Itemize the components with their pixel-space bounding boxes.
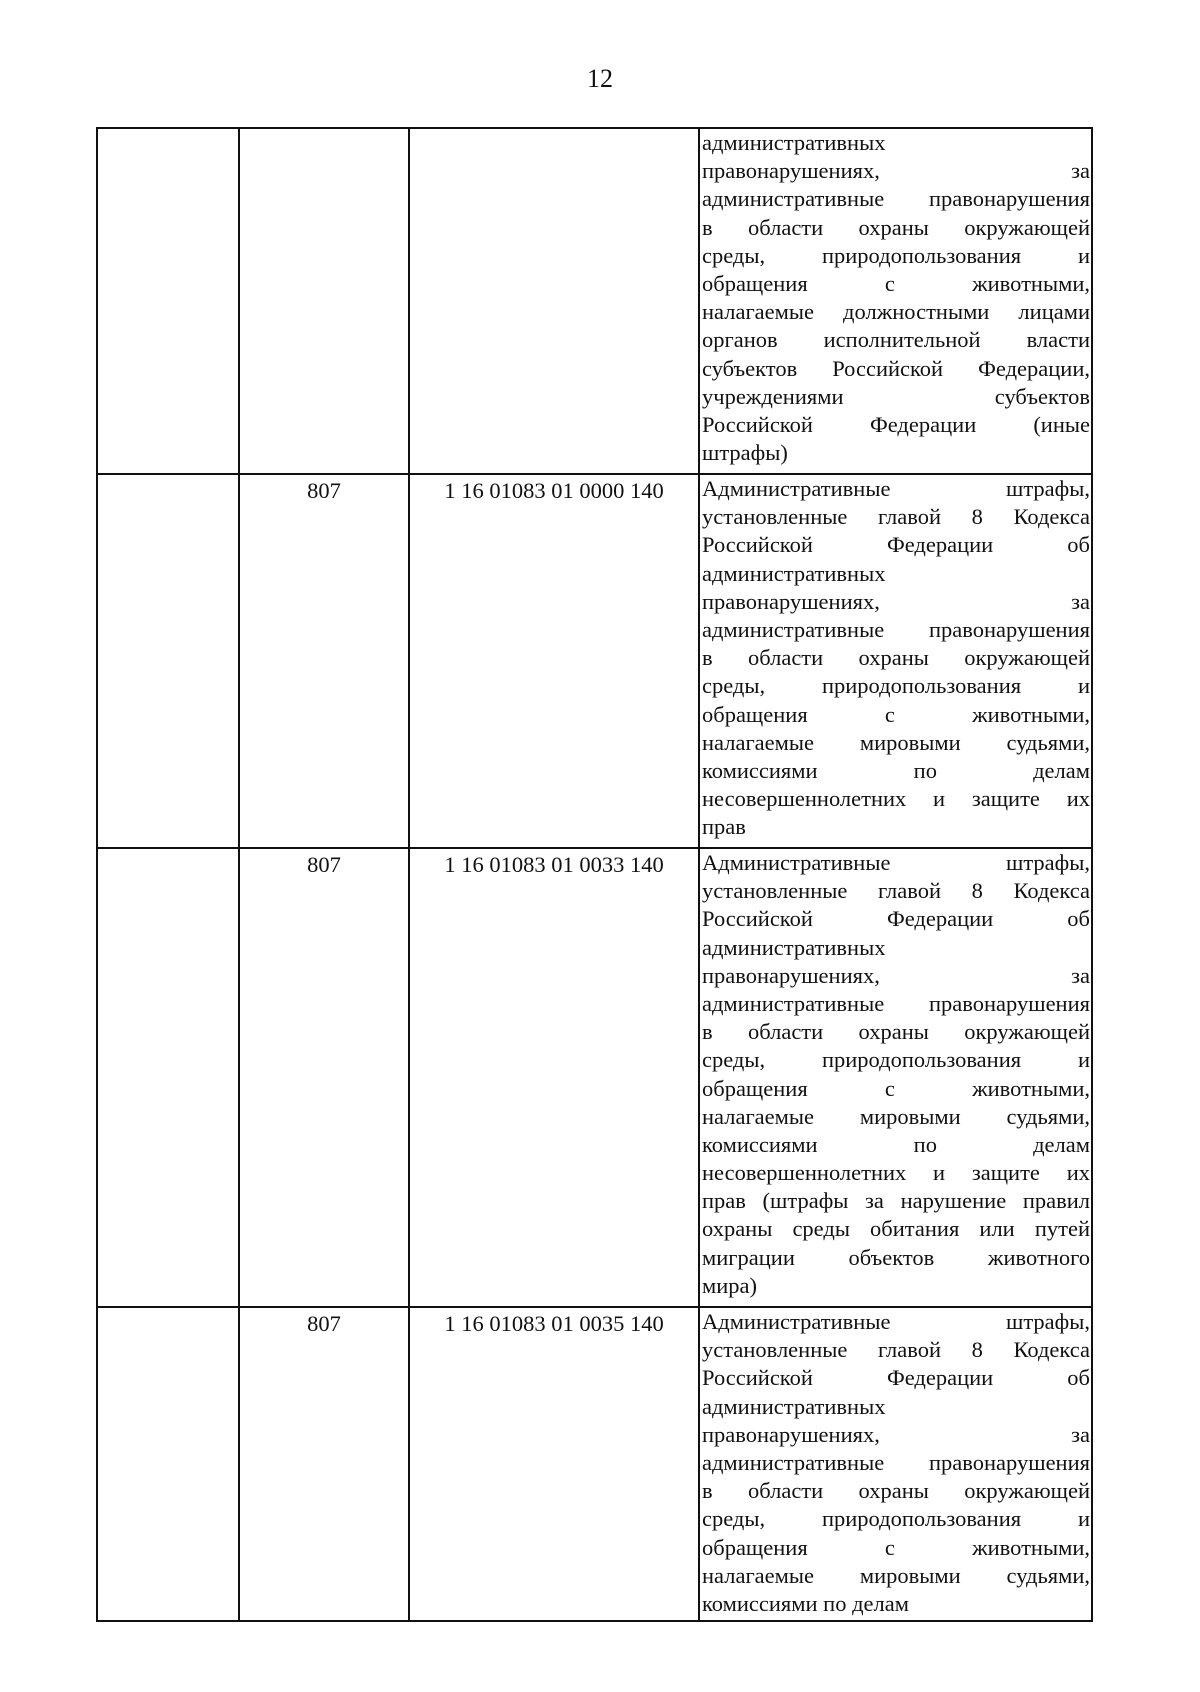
description-line: административные правонарушения xyxy=(702,1449,1090,1475)
administrator-code-cell xyxy=(239,128,409,474)
description-line: административных xyxy=(702,130,886,155)
description-line: обращения с животными, xyxy=(702,270,1090,296)
description-line: правонарушениях, за xyxy=(702,962,1090,988)
description-line: Российской Федерации (иные xyxy=(702,411,1090,437)
revenue-description-cell xyxy=(699,474,1092,848)
description-line: правонарушениях, за xyxy=(702,158,1090,184)
description-line: административные правонарушения xyxy=(702,616,1090,642)
description-line: комиссиями по делам xyxy=(702,757,1090,783)
description-line: установленные главой 8 Кодекса xyxy=(702,878,1090,904)
description-line: среды, природопользования и xyxy=(702,242,1090,268)
description-line: среды, природопользования и xyxy=(702,673,1090,699)
description-line: в области охраны окружающей xyxy=(702,214,1090,240)
page-number: 12 xyxy=(587,64,613,93)
description-line: учреждениями субъектов xyxy=(702,383,1090,409)
budget-codes-table xyxy=(96,127,1093,1622)
empty-cell xyxy=(97,1307,239,1621)
description-line: Административные штрафы, xyxy=(702,1309,1090,1334)
description-line: правонарушениях, за xyxy=(702,588,1090,614)
description-line: Российской Федерации об xyxy=(702,532,1090,558)
table-row xyxy=(97,1307,1092,1621)
empty-cell xyxy=(97,848,239,1307)
description-line: в области охраны окружающей xyxy=(702,1019,1090,1045)
administrator-code-cell: 807 xyxy=(239,848,409,1307)
budget-classification-code-cell xyxy=(409,128,699,474)
description-line: прав (штрафы за нарушение правил xyxy=(702,1188,1090,1214)
description-line: прав xyxy=(702,814,746,840)
description-line: среды, природопользования и xyxy=(702,1506,1090,1532)
description-line: комиссиями по делам xyxy=(702,1590,909,1616)
description-line: мира) xyxy=(702,1272,758,1298)
description-line: комиссиями по делам xyxy=(702,1131,1090,1157)
description-line: несовершеннолетних и защите их xyxy=(702,1160,1090,1186)
administrator-code-cell: 807 xyxy=(239,1307,409,1621)
revenue-description-cell xyxy=(699,128,1092,474)
table-body xyxy=(97,128,1092,1621)
empty-cell xyxy=(97,128,239,474)
description-line: налагаемые мировыми судьями, xyxy=(702,1562,1090,1588)
budget-classification-code-cell: 1 16 01083 01 0000 140 xyxy=(409,474,699,848)
description-line: административных xyxy=(702,934,886,960)
budget-classification-code-cell: 1 16 01083 01 0035 140 xyxy=(409,1307,699,1621)
description-line: установленные главой 8 Кодекса xyxy=(702,504,1090,530)
description-line: Административные штрафы, xyxy=(702,850,1090,875)
description-line: Российской Федерации об xyxy=(702,1365,1090,1391)
budget-classification-code-cell: 1 16 01083 01 0033 140 xyxy=(409,848,699,1307)
table-row xyxy=(97,128,1092,474)
description-line: обращения с животными, xyxy=(702,1075,1090,1101)
revenue-description-cell xyxy=(699,848,1092,1307)
empty-cell xyxy=(97,474,239,848)
administrator-code-cell: 807 xyxy=(239,474,409,848)
description-line: административных xyxy=(702,560,886,586)
description-line: штрафы) xyxy=(702,440,788,466)
description-line: среды, природопользования и xyxy=(702,1047,1090,1073)
description-line: несовершеннолетних и защите их xyxy=(702,786,1090,812)
description-line: субъектов Российской Федерации, xyxy=(702,355,1090,381)
revenue-description-cell xyxy=(699,1307,1092,1621)
description-line: обращения с животными, xyxy=(702,701,1090,727)
description-line: установленные главой 8 Кодекса xyxy=(702,1337,1090,1363)
description-line: охраны среды обитания или путей xyxy=(702,1216,1090,1242)
description-line: правонарушениях, за xyxy=(702,1421,1090,1447)
description-line: Российской Федерации об xyxy=(702,906,1090,932)
description-line: Административные штрафы, xyxy=(702,476,1090,501)
description-line: в области охраны окружающей xyxy=(702,645,1090,671)
description-line: административные правонарушения xyxy=(702,186,1090,212)
description-line: органов исполнительной власти xyxy=(702,327,1090,353)
description-line: налагаемые должностными лицами xyxy=(702,299,1090,325)
description-line: обращения с животными, xyxy=(702,1534,1090,1560)
table-row xyxy=(97,848,1092,1307)
description-line: налагаемые мировыми судьями, xyxy=(702,729,1090,755)
description-line: миграции объектов животного xyxy=(702,1244,1090,1270)
description-line: в области охраны окружающей xyxy=(702,1478,1090,1504)
description-line: административных xyxy=(702,1393,886,1419)
table-row xyxy=(97,474,1092,848)
description-line: налагаемые мировыми судьями, xyxy=(702,1103,1090,1129)
description-line: административные правонарушения xyxy=(702,990,1090,1016)
